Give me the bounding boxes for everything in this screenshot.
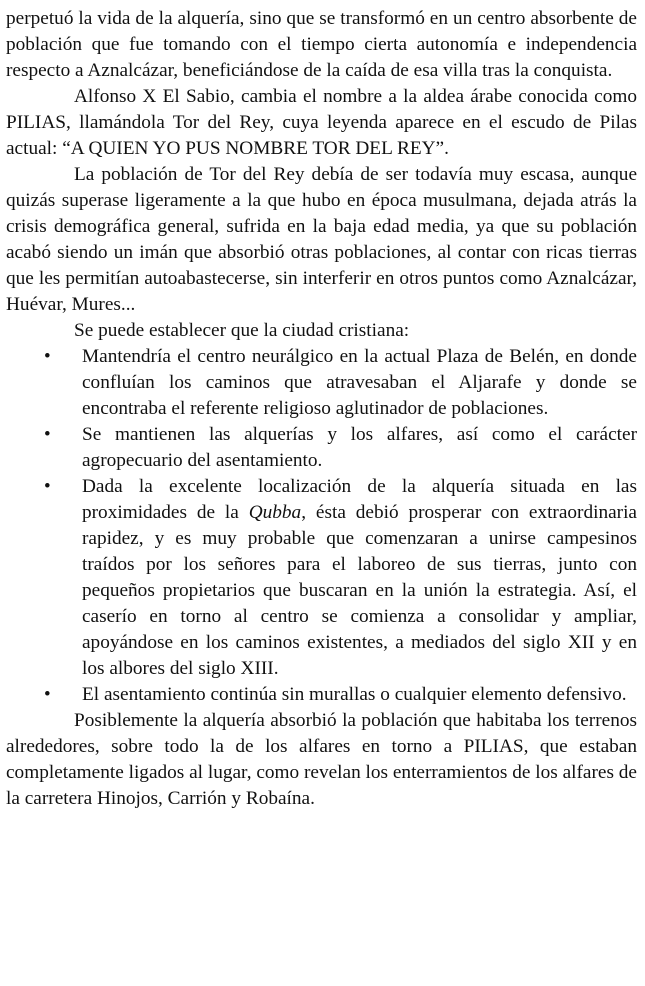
paragraph-alfonso: Alfonso X El Sabio, cambia el nombre a la aldea árabe conocida como PILIAS, llamándola Tor del Rey, cuya leyenda aparece en el escudo de Pilas actual: “A QUIEN YO PUS NOMBRE TOR DEL REY”. <box>6 86 637 159</box>
paragraph-conclusion: Posiblemente la alquería absorbió la población que habitaba los terrenos alrededores, sobre todo la de los alfares en torno a PILIAS, que estaban completamente ligados al lugar, como revelan los enterramientos de los alfares de la carretera Hinojos, Carrión y Robaína. <box>6 710 637 809</box>
paragraph-continuation: perpetuó la vida de la alquería, sino que se transformó en un centro absorbente de población que fue tomando con el tiempo cierta autonomía e independencia respecto a Aznalcázar, beneficiándose de la caída de esa villa tras la conquista. <box>6 8 637 81</box>
document-page <box>6 6 637 812</box>
list-item-text: El asentamiento continúa sin murallas o cualquier elemento defensivo. <box>82 684 627 705</box>
list-item <box>6 474 637 682</box>
paragraph-list-intro: Se puede establecer que la ciudad cristiana: <box>74 320 410 341</box>
bullet-icon: • <box>44 424 51 445</box>
list-item-text: , ésta debió prosperar con extraordinaria rapidez, y es muy probable que comenzaran a unirse campesinos traídos por los señores para el laboreo de sus tierras, junto con pequeños propietarios que buscaran en la unión la estrategia. Así, el caserío en torno al centro se comienza a consolidar y ampliar, apoyándose en los caminos existentes, a mediados del siglo XII y en los albores del siglo XIII. <box>82 502 637 679</box>
list-item-text: Se mantienen las alquerías y los alfares, así como el carácter agropecuario del asentamiento. <box>82 424 637 471</box>
paragraph-tor-del-rey: La población de Tor del Rey debía de ser todavía muy escasa, aunque quizás superase ligeramente a la que hubo en época musulmana, dejada atrás la crisis demográfica general, sufrida en la baja edad media, ya que su población acabó siendo un imán que absorbió otras poblaciones, al contar con ricas tierras que les permitían autoabastecerse, sin interferir en otros puntos como Aznalcázar, Huévar, Mures... <box>6 164 637 315</box>
italic-term: Qubba <box>248 502 302 523</box>
bullet-icon: • <box>44 476 51 497</box>
bullet-icon: • <box>44 346 51 367</box>
bullet-icon: • <box>44 684 51 705</box>
list-item <box>6 682 637 708</box>
list-item-text: Dada la excelente localización de la alquería situada en las proximidades de la <box>82 476 637 523</box>
bullet-list <box>6 344 637 708</box>
list-item-text: Mantendría el centro neurálgico en la actual Plaza de Belén, en donde confluían los caminos que atravesaban el Aljarafe y donde se encontraba el referente religioso aglutinador de poblaciones. <box>82 346 637 419</box>
list-item <box>6 344 637 422</box>
list-item <box>6 422 637 474</box>
